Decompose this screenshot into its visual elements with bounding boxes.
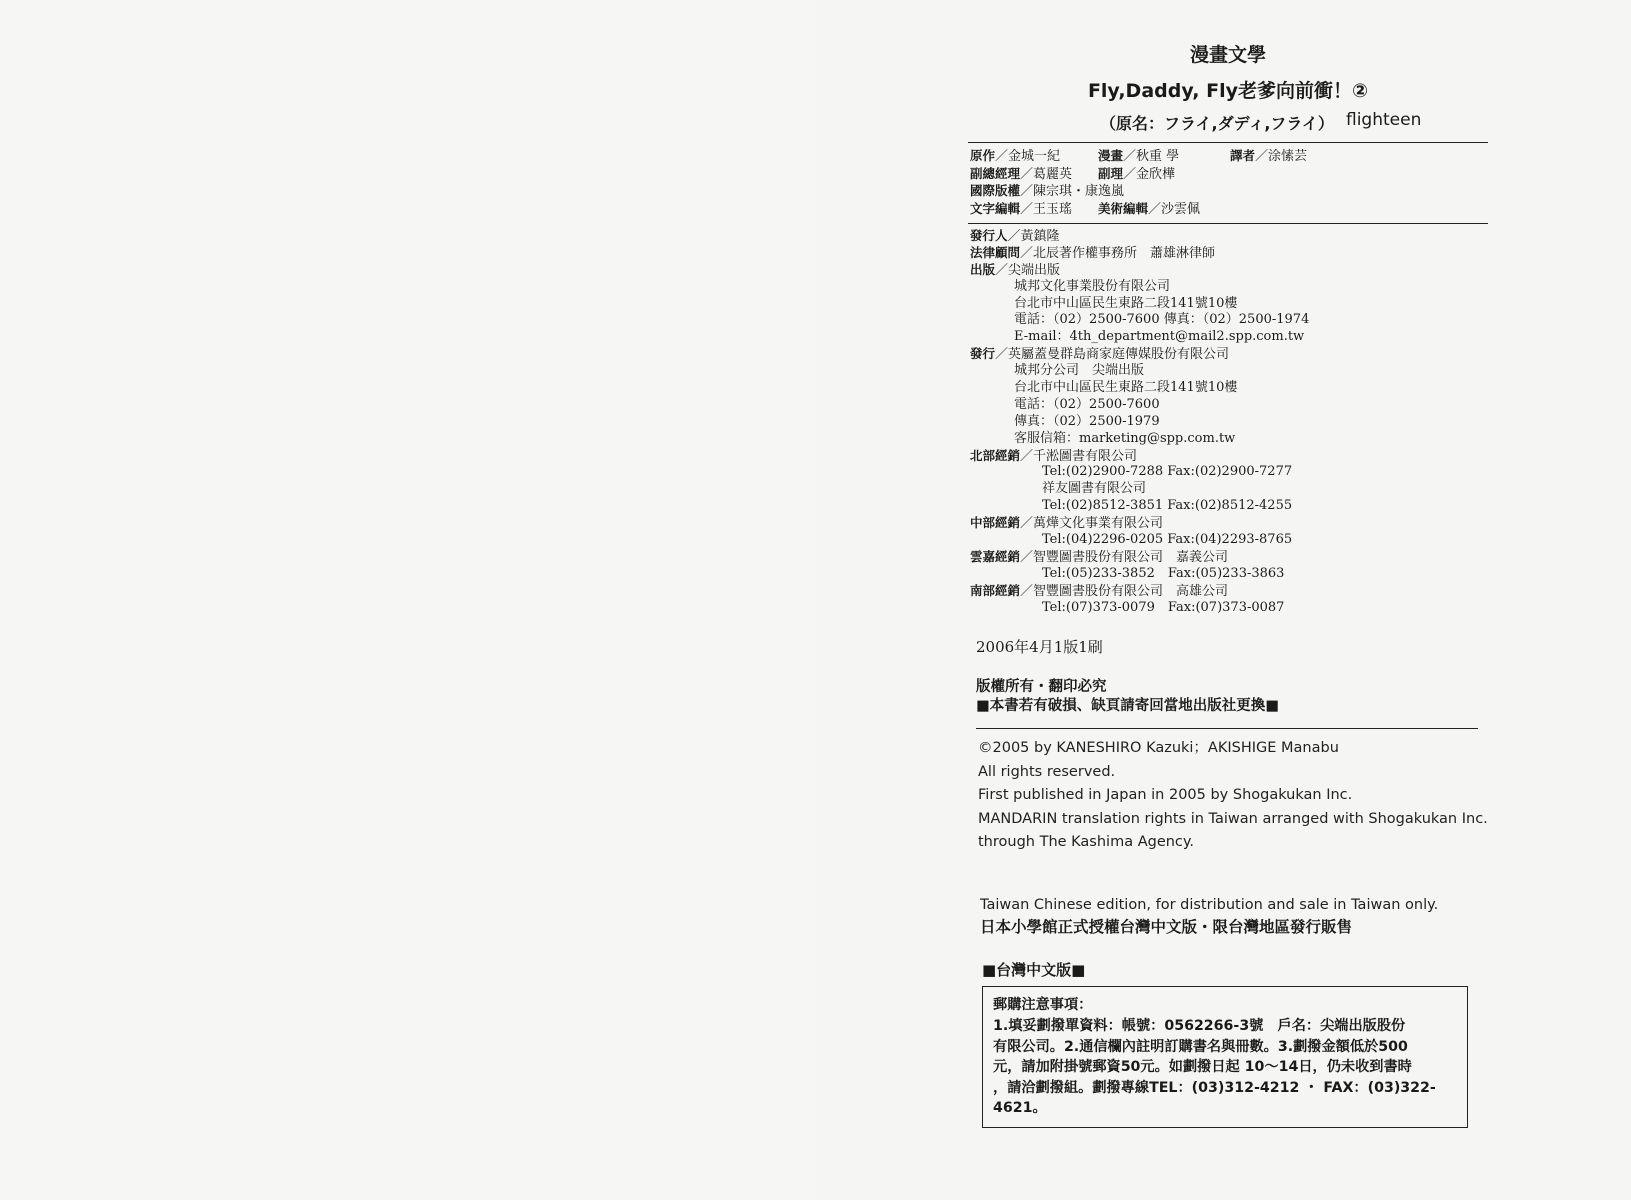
credit-name: 涂愫芸 xyxy=(1268,149,1308,164)
credit-name: 金欣樺 xyxy=(1136,166,1176,182)
book-title: Fly,Daddy, Fly老爹向前衝！② xyxy=(1087,80,1369,102)
mail-order-line: ，請洽劃撥組。劃撥專線TEL：(03)312-4212 ・ FAX：(03)322- xyxy=(993,1079,1436,1096)
publisher-info-text: Tel:(02)8512-3851 Fax:(02)8512-4255 xyxy=(1042,498,1293,514)
credit-row xyxy=(968,165,1488,183)
copyright-line: MANDARIN translation rights in Taiwan arranged with Shogakukan Inc. xyxy=(978,810,1488,827)
publisher-info-label: 雲嘉經銷 xyxy=(970,548,1021,564)
copyright-block xyxy=(968,737,1488,855)
publisher-info-row xyxy=(968,566,1488,583)
publisher-info-label: 發行 xyxy=(970,346,996,362)
credit-name: 沙雲佩 xyxy=(1161,201,1201,217)
publisher-info-row xyxy=(968,312,1488,329)
credit-label: 美術編輯 xyxy=(1098,200,1149,216)
publisher-info-text: 北辰著作權事務所 蕭雄淋律師 xyxy=(1033,245,1216,261)
publisher-info-text: 祥友圖書有限公司 xyxy=(1042,481,1147,497)
taiwan-edition-en: Taiwan Chinese edition, for distribution and sale in Taiwan only. xyxy=(980,896,1439,913)
divider xyxy=(968,223,1488,224)
publisher-info-row: 南部經銷／智豐圖書股份有限公司 高雄公司 xyxy=(970,582,1229,599)
publisher-info-text: 智豐圖書股份有限公司 高雄公司 xyxy=(1033,583,1229,599)
mail-order-line: 4621。 xyxy=(993,1100,1047,1117)
credit-name: 金城一紀 xyxy=(1008,149,1061,164)
publisher-info xyxy=(968,228,1488,616)
publisher-info-row xyxy=(968,600,1488,617)
publisher-info-text: Tel:(07)373-0079 Fax:(07)373-0087 xyxy=(1042,599,1285,615)
publisher-info-text: 台北市中山區民生東路二段141號10樓 xyxy=(1014,295,1238,311)
credit-entry: 文字編輯／王玉瑤 xyxy=(970,200,1073,217)
rights-line: 版權所有・翻印必究 xyxy=(976,679,1107,696)
divider xyxy=(968,142,1488,143)
credit-name: 陳宗琪・康逸嵐 xyxy=(1033,184,1125,199)
copyright-line: ©2005 by KANESHIRO Kazuki；AKISHIGE Manabu xyxy=(978,740,1339,757)
edition-date: 2006年4月1版1刷 xyxy=(976,638,1103,657)
publisher-info-row xyxy=(968,414,1488,431)
publisher-info-text: 智豐圖書股份有限公司 嘉義公司 xyxy=(1033,549,1229,565)
publisher-info-row xyxy=(968,532,1488,549)
publisher-info-text: 電話：（02）2500-7600 xyxy=(1014,396,1160,412)
publisher-info-row xyxy=(968,397,1488,414)
credit-entry: 副理／金欣樺 xyxy=(1098,165,1176,182)
publisher-info-text: Tel:(02)2900-7288 Fax:(02)2900-7277 xyxy=(1042,464,1293,480)
publisher-info-label: 南部經銷 xyxy=(970,582,1021,598)
publisher-info-text: 黃鎮隆 xyxy=(1020,229,1060,244)
credit-label: 漫畫 xyxy=(1098,148,1124,163)
edition-label: ■台灣中文版■ xyxy=(982,960,1086,979)
credit-name: 葛麗英 xyxy=(1033,166,1073,182)
credit-name: 王玉瑤 xyxy=(1033,201,1073,217)
copyright-line: First published in Japan in 2005 by Shogakukan Inc. xyxy=(978,787,1353,804)
publisher-info-text: 台北市中山區民生東路二段141號10樓 xyxy=(1014,380,1238,396)
publisher-info-row: 出版／尖端出版 xyxy=(970,261,1061,278)
publisher-info-row xyxy=(968,431,1488,448)
publisher-info-label: 發行人 xyxy=(970,228,1008,243)
credit-row xyxy=(968,147,1488,165)
publisher-info-row: 發行人／黃鎮隆 xyxy=(970,228,1060,244)
credit-label: 副理 xyxy=(1098,165,1124,181)
colophon xyxy=(968,40,1488,1128)
publisher-info-label: 出版 xyxy=(970,261,996,277)
publisher-info-text: 電話：（02）2500-7600 傳真：（02）2500-1974 xyxy=(1014,312,1310,328)
credit-row xyxy=(968,200,1488,218)
credit-entry: 美術編輯／沙雲佩 xyxy=(1098,200,1201,217)
publisher-info-row xyxy=(968,363,1488,380)
publisher-info-label: 北部經銷 xyxy=(970,447,1021,463)
credit-label: 文字編輯 xyxy=(970,200,1021,216)
credits-block xyxy=(968,147,1488,221)
publisher-info-label: 中部經銷 xyxy=(970,515,1021,531)
mail-order-line: 元，請加附掛號郵資50元。如劃撥日起 10～14日，仍未收到書時 xyxy=(993,1059,1412,1076)
mail-order-box xyxy=(982,986,1468,1128)
publisher-info-text: 英屬蓋曼群島商家庭傳媒股份有限公司 xyxy=(1008,347,1230,363)
left-blank-page xyxy=(0,0,815,1200)
mail-order-line: 有限公司。2.通信欄內註明訂購書名與冊數。3.劃撥金額低於500 xyxy=(993,1038,1408,1055)
publisher-info-text: 客服信箱：marketing@spp.com.tw xyxy=(1014,430,1236,446)
divider xyxy=(976,728,1478,729)
publisher-info-row: 中部經銷／萬燁文化事業有限公司 xyxy=(970,515,1164,532)
publisher-info-row: 雲嘉經銷／智豐圖書股份有限公司 嘉義公司 xyxy=(970,548,1229,565)
publisher-info-row: 北部經銷／千淞圖書有限公司 xyxy=(970,447,1138,464)
publisher-info-text: 傳真：（02）2500-1979 xyxy=(1014,413,1160,429)
publisher-info-row xyxy=(968,329,1488,346)
publisher-info-row: 法律顧問／北辰著作權事務所 蕭雄淋律師 xyxy=(970,244,1216,261)
publisher-info-text: Tel:(05)233-3852 Fax:(05)233-3863 xyxy=(1042,565,1285,581)
publisher-info-row xyxy=(968,380,1488,397)
publisher-info-text: 城邦文化事業股份有限公司 xyxy=(1014,278,1171,294)
publisher-info-row xyxy=(968,481,1488,498)
copyright-line: All rights reserved. xyxy=(978,763,1116,780)
copyright-line: through The Kashima Agency. xyxy=(978,834,1195,851)
publisher-info-text: 尖端出版 xyxy=(1008,262,1061,278)
rights-line: ■本書若有破損、缺頁請寄回當地出版社更換■ xyxy=(976,698,1279,715)
publisher-info-row xyxy=(968,464,1488,481)
credit-label: 國際版權 xyxy=(970,183,1021,198)
credit-label: 副總經理 xyxy=(970,165,1021,181)
mail-order-title: 郵購注意事項： xyxy=(993,996,1093,1013)
publisher-info-text: Tel:(04)2296-0205 Fax:(04)2293-8765 xyxy=(1042,532,1293,548)
rights-notice xyxy=(968,678,1488,716)
mail-order-line: 1.填妥劃撥單資料：帳號：0562266-3號 戶名：尖端出版股份 xyxy=(993,1018,1406,1035)
publisher-info-text: 千淞圖書有限公司 xyxy=(1033,448,1138,464)
publisher-info-label: 法律顧問 xyxy=(970,244,1021,260)
taiwan-edition xyxy=(968,895,1488,939)
publisher-info-row xyxy=(968,296,1488,313)
original-title: （原名：フライ,ダディ,フライ） xyxy=(1100,114,1334,133)
credit-label: 譯者 xyxy=(1230,148,1256,163)
publisher-info-text: E-mail：4th_department@mail2.spp.com.tw xyxy=(1014,329,1305,345)
credit-entry: 國際版權／陳宗琪・康逸嵐 xyxy=(970,183,1125,199)
taiwan-edition-zh: 日本小學館正式授權台灣中文版・限台灣地區發行販售 xyxy=(980,917,1353,936)
publisher-info-row xyxy=(968,279,1488,296)
credit-entry: 漫畫／秋重 學 xyxy=(1098,148,1180,164)
credit-entry: 原作／金城一紀 xyxy=(970,148,1061,164)
credit-entry: 譯者／涂愫芸 xyxy=(1230,148,1308,164)
credit-row xyxy=(968,182,1488,200)
subtitle: flighteen xyxy=(1346,110,1422,130)
publisher-info-text: 萬燁文化事業有限公司 xyxy=(1033,516,1164,532)
original-title-line xyxy=(968,108,1488,140)
credit-label: 原作 xyxy=(970,148,996,163)
credit-name: 秋重 學 xyxy=(1136,149,1180,164)
publisher-info-text: 城邦分公司 尖端出版 xyxy=(1014,363,1145,379)
publisher-info-row: 發行／英屬蓋曼群島商家庭傳媒股份有限公司 xyxy=(970,346,1230,363)
credit-entry: 副總經理／葛麗英 xyxy=(970,165,1073,182)
series-title: 漫畫文學 xyxy=(1189,44,1266,66)
publisher-info-row xyxy=(968,498,1488,515)
